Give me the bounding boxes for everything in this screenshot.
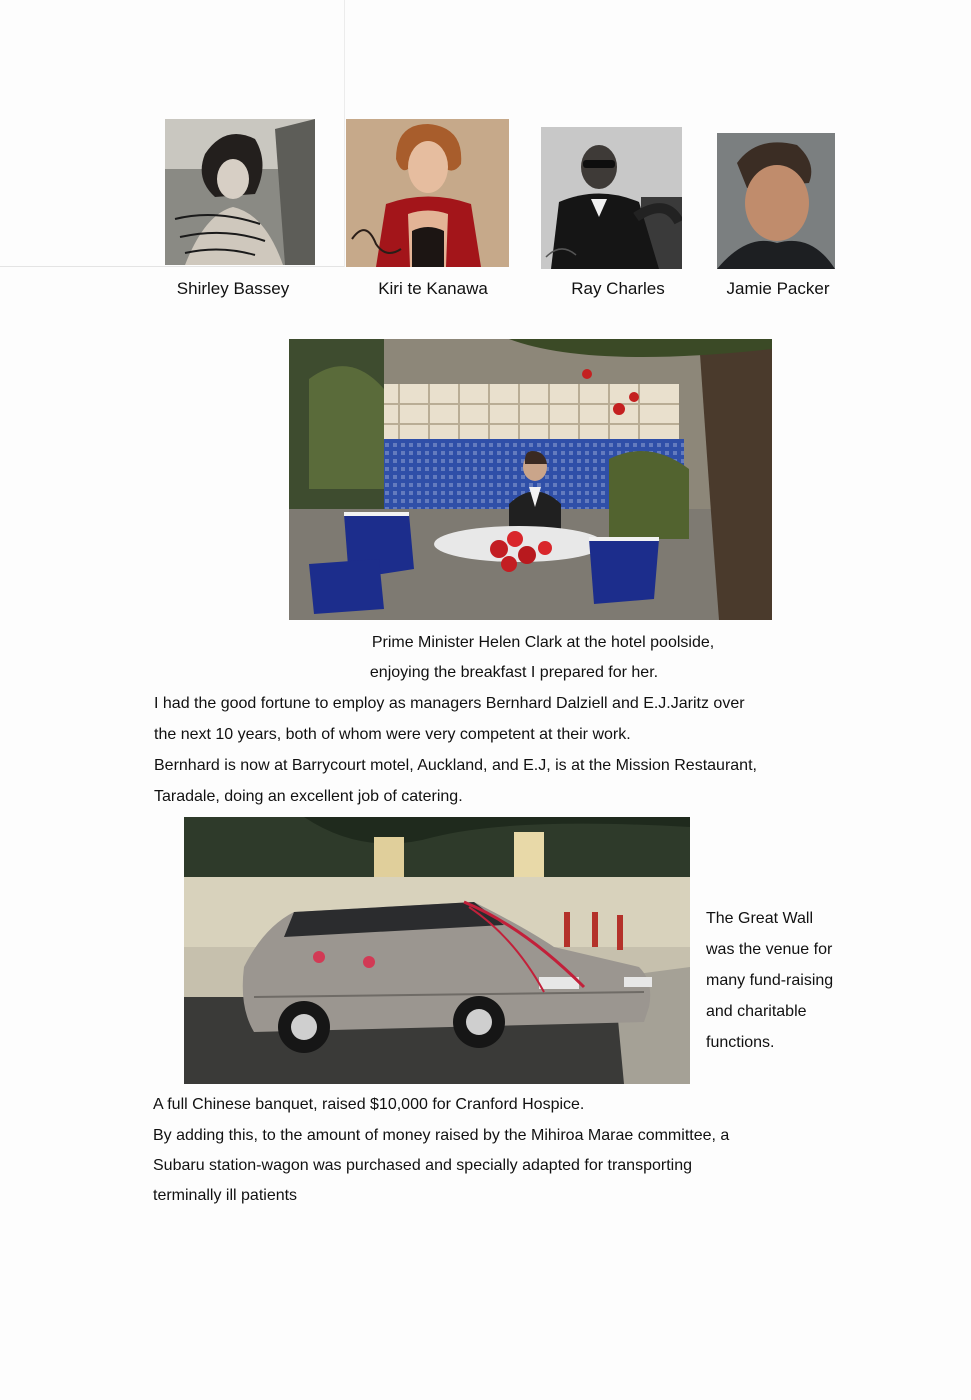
car-side-text-line-1: The Great Wall: [706, 910, 813, 927]
paragraph-2-line-1: A full Chinese banquet, raised $10,000 for Cranford Hospice.: [153, 1096, 585, 1113]
autographed-portrait-photo-icon: [541, 127, 682, 269]
portrait-caption-jamie-packer: Jamie Packer: [726, 279, 830, 298]
paragraph-1-line-2: the next 10 years, both of whom were very competent at their work.: [154, 726, 631, 743]
car-side-text-line-3: many fund-raising: [706, 972, 834, 989]
portrait-photo-ray-charles: [541, 127, 682, 269]
paragraph-1-line-1: I had the good fortune to employ as managers Bernhard Dalziell and E.J.Jaritz over: [154, 695, 745, 712]
station-wagon-photo-icon: [184, 817, 690, 1084]
portrait-photo-shirley-bassey: [165, 119, 315, 265]
portrait-photo-icon: [717, 133, 835, 269]
car-side-text-line-5: functions.: [706, 1034, 775, 1051]
paragraph-1-line-4: Taradale, doing an excellent job of catering.: [154, 788, 463, 805]
poolside-caption-line-1: Prime Minister Helen Clark at the hotel poolside,: [371, 634, 715, 651]
paragraph-1-line-3: Bernhard is now at Barrycourt motel, Auckland, and E.J, is at the Mission Restaurant,: [154, 757, 757, 774]
portrait-photo-kiri-te-kanawa: [346, 119, 509, 267]
poolside-breakfast-photo-icon: [289, 339, 772, 620]
station-wagon-photo: [184, 817, 690, 1084]
portrait-caption-ray-charles: Ray Charles: [571, 279, 665, 298]
car-side-text-line-2: was the venue for: [706, 941, 833, 958]
autographed-portrait-photo-icon: [165, 119, 315, 265]
poolside-photo: [289, 339, 772, 620]
paragraph-2-line-2: By adding this, to the amount of money raised by the Mihiroa Marae committee, a: [153, 1127, 730, 1144]
paragraph-2-line-4: terminally ill patients: [153, 1187, 298, 1204]
portrait-caption-shirley-bassey: Shirley Bassey: [176, 279, 290, 298]
paragraph-2-line-3: Subaru station-wagon was purchased and specially adapted for transporting: [153, 1157, 692, 1174]
autographed-portrait-photo-icon: [346, 119, 509, 267]
poolside-caption-line-2: enjoying the breakfast I prepared for her.: [369, 664, 659, 681]
portrait-photo-jamie-packer: [717, 133, 835, 269]
car-side-text-line-4: and charitable: [706, 1003, 807, 1020]
portrait-caption-kiri-te-kanawa: Kiri te Kanawa: [378, 279, 488, 298]
